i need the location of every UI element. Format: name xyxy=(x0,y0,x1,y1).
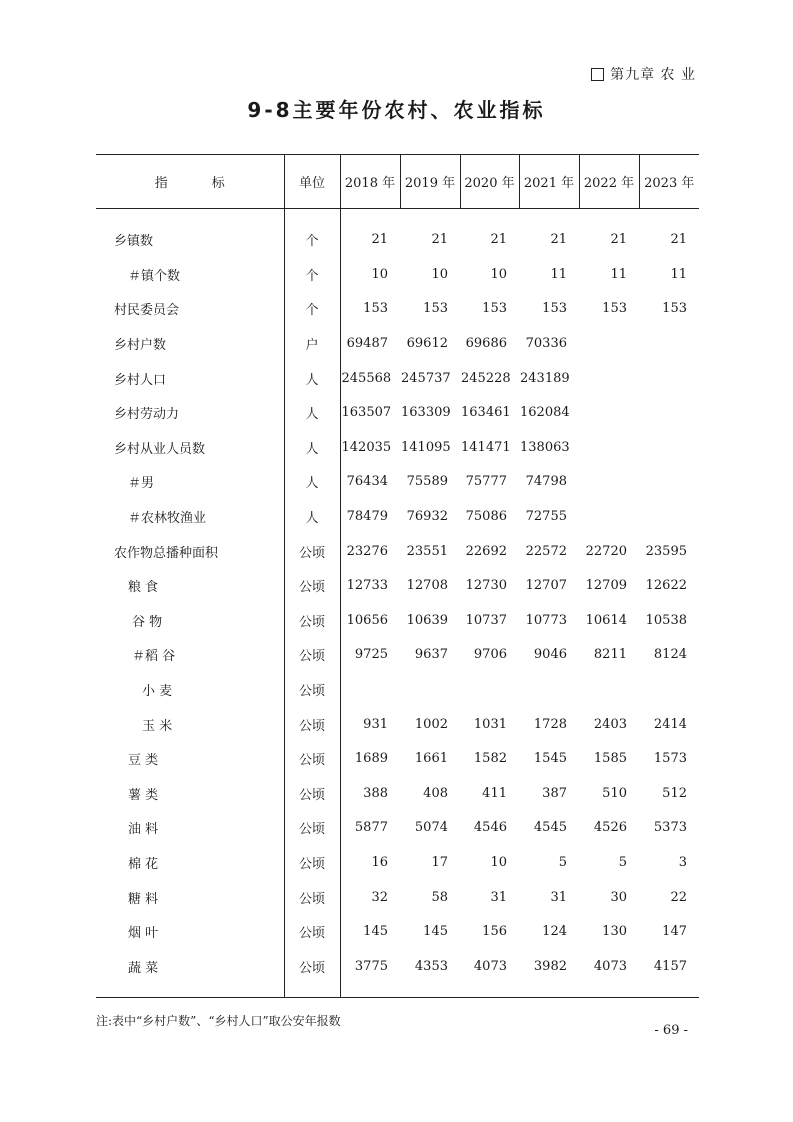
row-value: 162084 xyxy=(520,405,570,421)
table-row xyxy=(96,914,699,949)
row-value xyxy=(579,672,639,707)
row-value: 31 xyxy=(550,889,567,905)
row-unit: 公顷 xyxy=(284,914,340,949)
row-value: 3775 xyxy=(354,958,388,974)
row-value: 10 xyxy=(490,854,507,870)
chapter-label: 第九章 农 业 xyxy=(610,67,696,83)
row-value: 388 xyxy=(363,785,388,801)
row-value: 5373 xyxy=(653,820,687,836)
row-indicator-label: ＃稻 谷 xyxy=(132,649,176,665)
row-value xyxy=(519,672,579,707)
header-year: 2022 年 xyxy=(579,155,639,209)
row-unit: 公顷 xyxy=(284,845,340,880)
table-row xyxy=(96,776,699,811)
header-year: 2020 年 xyxy=(460,155,519,209)
row-value: 3982 xyxy=(533,958,567,974)
row-value xyxy=(639,672,699,707)
row-unit: 公顷 xyxy=(284,638,340,673)
row-indicator-label: 谷 物 xyxy=(132,614,163,630)
row-unit: 人 xyxy=(284,361,340,396)
row-value: 1728 xyxy=(533,716,567,732)
table-row xyxy=(96,707,699,742)
row-value: 153 xyxy=(542,301,567,317)
row-value: 76434 xyxy=(346,474,388,490)
row-value: 10 xyxy=(371,266,388,282)
table-row xyxy=(96,361,699,396)
header-year: 2019 年 xyxy=(400,155,460,209)
table-note: 注:表中“乡村户数”、“乡村人口”取公安年报数 xyxy=(96,1014,341,1028)
data-table-container xyxy=(96,154,699,998)
row-value: 12708 xyxy=(406,578,448,594)
row-value xyxy=(579,361,639,396)
row-value: 21 xyxy=(610,232,627,248)
row-indicator-label: 乡村从业人员数 xyxy=(114,441,206,457)
row-value xyxy=(579,499,639,534)
row-value: 4157 xyxy=(653,958,687,974)
row-unit: 人 xyxy=(284,465,340,500)
row-value xyxy=(579,465,639,500)
row-indicator-label: 油 料 xyxy=(128,822,159,838)
row-value: 141471 xyxy=(461,439,511,455)
row-value: 23595 xyxy=(645,543,687,559)
row-value: 2403 xyxy=(593,716,627,732)
row-value: 141095 xyxy=(401,439,451,455)
row-indicator-label: 农作物总播种面积 xyxy=(114,545,219,561)
header-indicator xyxy=(96,155,284,209)
row-value: 5877 xyxy=(354,820,388,836)
row-value: 12730 xyxy=(465,578,507,594)
row-value: 9637 xyxy=(414,647,448,663)
row-value xyxy=(400,672,460,707)
table-row xyxy=(96,638,699,673)
row-value: 11 xyxy=(670,266,687,282)
row-value: 9725 xyxy=(354,647,388,663)
table-spacer-row xyxy=(96,984,699,998)
row-value: 1585 xyxy=(593,751,627,767)
row-value: 138063 xyxy=(520,439,570,455)
row-value: 1002 xyxy=(414,716,448,732)
row-value: 163461 xyxy=(461,405,511,421)
row-value xyxy=(579,395,639,430)
row-value: 12709 xyxy=(585,578,627,594)
table-body xyxy=(96,209,699,998)
row-value: 12707 xyxy=(525,578,567,594)
row-value xyxy=(460,672,519,707)
row-indicator-label: 乡村人口 xyxy=(114,372,167,388)
row-value: 387 xyxy=(542,785,567,801)
table-row xyxy=(96,603,699,638)
table-row xyxy=(96,568,699,603)
row-indicator-label: ＃男 xyxy=(128,476,155,492)
row-unit: 公顷 xyxy=(284,603,340,638)
row-value: 21 xyxy=(550,232,567,248)
row-indicator-label: ＃镇个数 xyxy=(128,268,181,284)
row-value: 153 xyxy=(363,301,388,317)
row-unit: 人 xyxy=(284,395,340,430)
row-value xyxy=(639,326,699,361)
row-value: 8211 xyxy=(593,647,627,663)
row-value: 31 xyxy=(490,889,507,905)
row-indicator-label: 烟 叶 xyxy=(128,926,159,942)
row-value: 4073 xyxy=(593,958,627,974)
row-value: 10614 xyxy=(585,612,627,628)
header-unit: 单位 xyxy=(284,155,340,209)
row-value: 74798 xyxy=(525,474,567,490)
row-value: 163507 xyxy=(341,405,392,421)
row-value: 10 xyxy=(490,266,507,282)
data-table xyxy=(96,154,699,998)
row-indicator-label: 蔬 菜 xyxy=(128,960,159,976)
row-value xyxy=(639,395,699,430)
row-unit: 公顷 xyxy=(284,568,340,603)
row-value: 76932 xyxy=(406,509,448,525)
row-value: 4073 xyxy=(473,958,507,974)
row-value: 147 xyxy=(662,924,687,940)
row-value: 4545 xyxy=(533,820,567,836)
row-value: 243189 xyxy=(520,370,570,386)
row-value: 8124 xyxy=(653,647,687,663)
table-row xyxy=(96,741,699,776)
row-value: 145 xyxy=(363,924,388,940)
row-unit: 公顷 xyxy=(284,741,340,776)
row-value: 21 xyxy=(670,232,687,248)
row-value: 69487 xyxy=(346,336,388,352)
header-year: 2021 年 xyxy=(519,155,579,209)
row-value: 21 xyxy=(371,232,388,248)
row-value: 130 xyxy=(602,924,627,940)
row-value: 22572 xyxy=(525,543,567,559)
row-indicator-label: 糖 料 xyxy=(128,891,159,907)
row-indicator-label: 粮 食 xyxy=(128,580,159,596)
row-value: 23551 xyxy=(406,543,448,559)
row-unit: 公顷 xyxy=(284,707,340,742)
row-indicator-label: ＃农林牧渔业 xyxy=(128,511,207,527)
row-unit: 人 xyxy=(284,430,340,465)
table-row xyxy=(96,534,699,569)
row-value: 22692 xyxy=(465,543,507,559)
row-value: 153 xyxy=(602,301,627,317)
row-value: 153 xyxy=(423,301,448,317)
row-indicator-label: 乡村户数 xyxy=(114,338,167,354)
row-value: 142035 xyxy=(341,439,392,455)
row-value: 245228 xyxy=(461,370,511,386)
row-unit: 公顷 xyxy=(284,949,340,984)
row-indicator-label: 村民委员会 xyxy=(114,303,180,319)
chapter-box-icon xyxy=(591,68,604,81)
row-value: 153 xyxy=(482,301,507,317)
row-indicator-label: 乡镇数 xyxy=(114,234,154,250)
row-value: 9706 xyxy=(473,647,507,663)
row-value: 2414 xyxy=(653,716,687,732)
row-indicator-label: 豆 类 xyxy=(128,753,159,769)
row-value: 10 xyxy=(431,266,448,282)
row-indicator-label: 薯 类 xyxy=(128,787,159,803)
row-value: 32 xyxy=(371,889,388,905)
row-value: 11 xyxy=(550,266,567,282)
row-value: 408 xyxy=(423,785,448,801)
row-value: 30 xyxy=(610,889,627,905)
table-row xyxy=(96,499,699,534)
row-value: 1573 xyxy=(653,751,687,767)
table-row xyxy=(96,326,699,361)
table-row xyxy=(96,257,699,292)
row-indicator-label: 小 麦 xyxy=(142,684,173,700)
row-value: 411 xyxy=(482,785,507,801)
table-row xyxy=(96,672,699,707)
row-value: 70336 xyxy=(525,336,567,352)
row-value: 75589 xyxy=(406,474,448,490)
row-value xyxy=(639,499,699,534)
header-indicator-char-1: 指 xyxy=(154,176,168,191)
table-row xyxy=(96,395,699,430)
table-row xyxy=(96,845,699,880)
page-title: 9-8主要年份农村、农业指标 xyxy=(247,98,546,122)
header-year: 2023 年 xyxy=(639,155,699,209)
row-value: 69612 xyxy=(406,336,448,352)
row-indicator-label: 棉 花 xyxy=(128,856,159,872)
row-unit: 公顷 xyxy=(284,672,340,707)
row-value: 58 xyxy=(431,889,448,905)
row-value: 1582 xyxy=(473,751,507,767)
row-unit: 个 xyxy=(284,223,340,258)
table-row xyxy=(96,880,699,915)
row-value: 21 xyxy=(490,232,507,248)
row-value: 9046 xyxy=(533,647,567,663)
header-indicator-char-2: 标 xyxy=(211,176,225,191)
table-row xyxy=(96,292,699,327)
row-value: 5074 xyxy=(414,820,448,836)
row-value xyxy=(340,672,400,707)
row-value: 245737 xyxy=(401,370,451,386)
row-value xyxy=(579,326,639,361)
row-value: 145 xyxy=(423,924,448,940)
header-year: 2018 年 xyxy=(344,176,396,191)
row-value: 1031 xyxy=(473,716,507,732)
row-value: 12622 xyxy=(645,578,687,594)
row-value: 931 xyxy=(363,716,388,732)
row-unit: 公顷 xyxy=(284,776,340,811)
table-spacer-row xyxy=(96,209,699,223)
table-header-row xyxy=(96,155,699,209)
row-value: 17 xyxy=(431,854,448,870)
row-value: 22 xyxy=(670,889,687,905)
table-row xyxy=(96,430,699,465)
row-value: 11 xyxy=(610,266,627,282)
row-value: 12733 xyxy=(346,578,388,594)
row-indicator-label: 乡村劳动力 xyxy=(114,407,180,423)
row-value xyxy=(639,465,699,500)
row-value: 10538 xyxy=(645,612,687,628)
row-unit: 人 xyxy=(284,499,340,534)
row-value: 5 xyxy=(558,854,567,870)
row-value: 510 xyxy=(602,785,627,801)
table-row xyxy=(96,949,699,984)
row-value: 1661 xyxy=(414,751,448,767)
page-number: - 69 - xyxy=(654,1023,688,1038)
row-value: 153 xyxy=(662,301,687,317)
row-value: 4353 xyxy=(414,958,448,974)
row-value: 21 xyxy=(431,232,448,248)
row-indicator-label: 玉 米 xyxy=(142,718,173,734)
table-row xyxy=(96,223,699,258)
row-unit: 个 xyxy=(284,257,340,292)
row-value: 69686 xyxy=(465,336,507,352)
table-row xyxy=(96,465,699,500)
row-value: 22720 xyxy=(585,543,627,559)
row-value: 156 xyxy=(482,924,507,940)
row-value: 75086 xyxy=(465,509,507,525)
row-value: 72755 xyxy=(525,509,567,525)
row-value: 163309 xyxy=(401,405,451,421)
row-value: 78479 xyxy=(346,509,388,525)
row-value: 75777 xyxy=(465,474,507,490)
row-value: 4526 xyxy=(593,820,627,836)
chapter-header xyxy=(591,64,696,84)
row-value: 1689 xyxy=(354,751,388,767)
row-unit: 户 xyxy=(284,326,340,361)
row-value xyxy=(579,430,639,465)
row-value: 4546 xyxy=(473,820,507,836)
row-value: 3 xyxy=(678,854,687,870)
row-value: 16 xyxy=(371,854,388,870)
row-value: 23276 xyxy=(346,543,388,559)
row-value: 10773 xyxy=(525,612,567,628)
row-value xyxy=(639,361,699,396)
row-unit: 公顷 xyxy=(284,811,340,846)
row-value xyxy=(639,430,699,465)
row-value: 1545 xyxy=(533,751,567,767)
table-row xyxy=(96,811,699,846)
row-value: 245568 xyxy=(341,370,392,386)
row-value: 5 xyxy=(618,854,627,870)
row-unit: 公顷 xyxy=(284,880,340,915)
row-value: 512 xyxy=(662,785,687,801)
row-value: 124 xyxy=(542,924,567,940)
row-unit: 个 xyxy=(284,292,340,327)
row-value: 10737 xyxy=(465,612,507,628)
row-value: 10639 xyxy=(406,612,448,628)
row-unit: 公顷 xyxy=(284,534,340,569)
row-value: 10656 xyxy=(346,612,388,628)
